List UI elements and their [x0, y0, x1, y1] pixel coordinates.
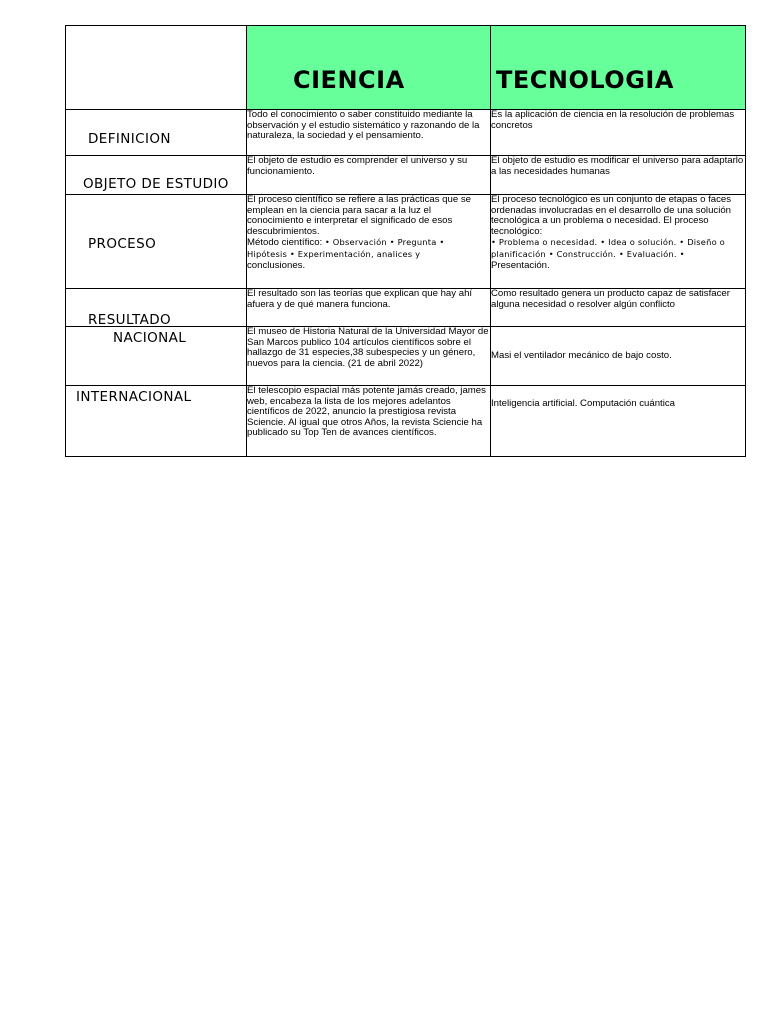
row-label-cell [66, 195, 247, 289]
cell-objeto-ciencia: El objeto de estudio es comprender el universo y su funcionamiento. [247, 156, 491, 195]
cell-internacional-tecnologia [491, 386, 746, 457]
table-row-proceso [66, 195, 746, 289]
table-row-resultado [66, 289, 746, 327]
cell-definicion-tecnologia: Es la aplicación de ciencia en la resolución de problemas concretos [491, 110, 746, 156]
table-row-internacional [66, 386, 746, 457]
corner-cell [66, 26, 247, 110]
internacional-tecnologia-wrap [491, 386, 745, 422]
header-ciencia-text: CIENCIA [293, 66, 405, 94]
row-label-nacional: NACIONAL [113, 330, 187, 346]
comparison-table [65, 25, 746, 457]
cell-resultado-tecnologia: Como resultado genera un producto capaz de satisfacer alguna necesidad o resolver algún conflicto [491, 289, 746, 327]
table-row-objeto [66, 156, 746, 195]
cell-proceso-tecnologia [491, 195, 746, 289]
header-row [66, 26, 746, 110]
row-label-proceso: PROCESO [88, 236, 157, 252]
proceso-tecnologia-intro: El proceso tecnológico es un conjunto de etapas o faces ordenadas involucradas en el desarrollo de una solución tecnológica a un problema o necesidad. El proceso tecnológico: [491, 194, 732, 237]
row-label-cell [66, 110, 247, 156]
header-ciencia [247, 26, 491, 110]
row-label-cell [66, 327, 247, 386]
cell-objeto-tecnologia: El objeto de estudio es modificar el universo para adaptarlo a las necesidades humanas [491, 156, 746, 195]
proceso-ciencia-end: conclusiones. [247, 259, 306, 271]
row-label-definicion: DEFINICION [88, 131, 171, 147]
nacional-tecnologia-wrap [491, 327, 745, 385]
cell-nacional-ciencia: El museo de Historia Natural de la Universidad Mayor de San Marcos publico 104 artículos científicos sobre el hallazgo de 31 especies,38 subespecies y un género, nuevos para la ciencia. (21 de abril 2022) [247, 327, 491, 386]
row-label-cell [66, 289, 247, 327]
header-tecnologia-text: TECNOLOGIA [496, 66, 674, 94]
proceso-tecnologia-steps-b: planificación • Construcción. • Evaluación. • [491, 248, 685, 259]
row-label-objeto: OBJETO DE ESTUDIO [83, 176, 229, 192]
proceso-tecnologia-steps-a: • Problema o necesidad. • Idea o solución. • Diseño o [491, 237, 725, 248]
row-label-cell [66, 156, 247, 195]
row-label-cell [66, 386, 247, 457]
table-row-definicion [66, 110, 746, 156]
proceso-ciencia-steps-b: Hipótesis • Experimentación, analices y [247, 248, 421, 259]
row-label-internacional: INTERNACIONAL [76, 389, 192, 405]
nacional-tecnologia-text: Masi el ventilador mecánico de bajo costo. [491, 349, 672, 361]
proceso-tecnologia-end: Presentación. [491, 259, 550, 271]
cell-resultado-ciencia: El resultado son las teorías que explican que hay ahí afuera y de qué manera funciona. [247, 289, 491, 327]
cell-definicion-ciencia: Todo el conocimiento o saber constituido mediante la observación y el estudio sistemático y razonando de la naturaleza, la sociedad y el pensamiento. [247, 110, 491, 156]
cell-internacional-ciencia: El telescopio espacial más potente jamás creado, james web, encabeza la lista de los mejores adelantos científicos de 2022, anuncio la prestigiosa revista Sciencie. Al igual que otros Años, la revista Sciencie ha publicado su Top Ten de avances científicos. [247, 386, 491, 457]
header-tecnologia [491, 26, 746, 110]
internacional-tecnologia-text: Inteligencia artificial. Computación cuántica [491, 397, 675, 409]
row-label-resultado: RESULTADO [88, 312, 172, 327]
table-row-nacional [66, 327, 746, 386]
cell-proceso-ciencia [247, 195, 491, 289]
cell-nacional-tecnologia [491, 327, 746, 386]
proceso-ciencia-intro: El proceso científico se refiere a las prácticas que se emplean en la ciencia para sacar a la luz el conocimiento e interpretar el significado de esos descubrimientos. [247, 194, 471, 237]
proceso-ciencia-steps-a: • Observación • Pregunta • [324, 237, 445, 248]
proceso-ciencia-metodo-label: Método científico: [247, 237, 325, 249]
